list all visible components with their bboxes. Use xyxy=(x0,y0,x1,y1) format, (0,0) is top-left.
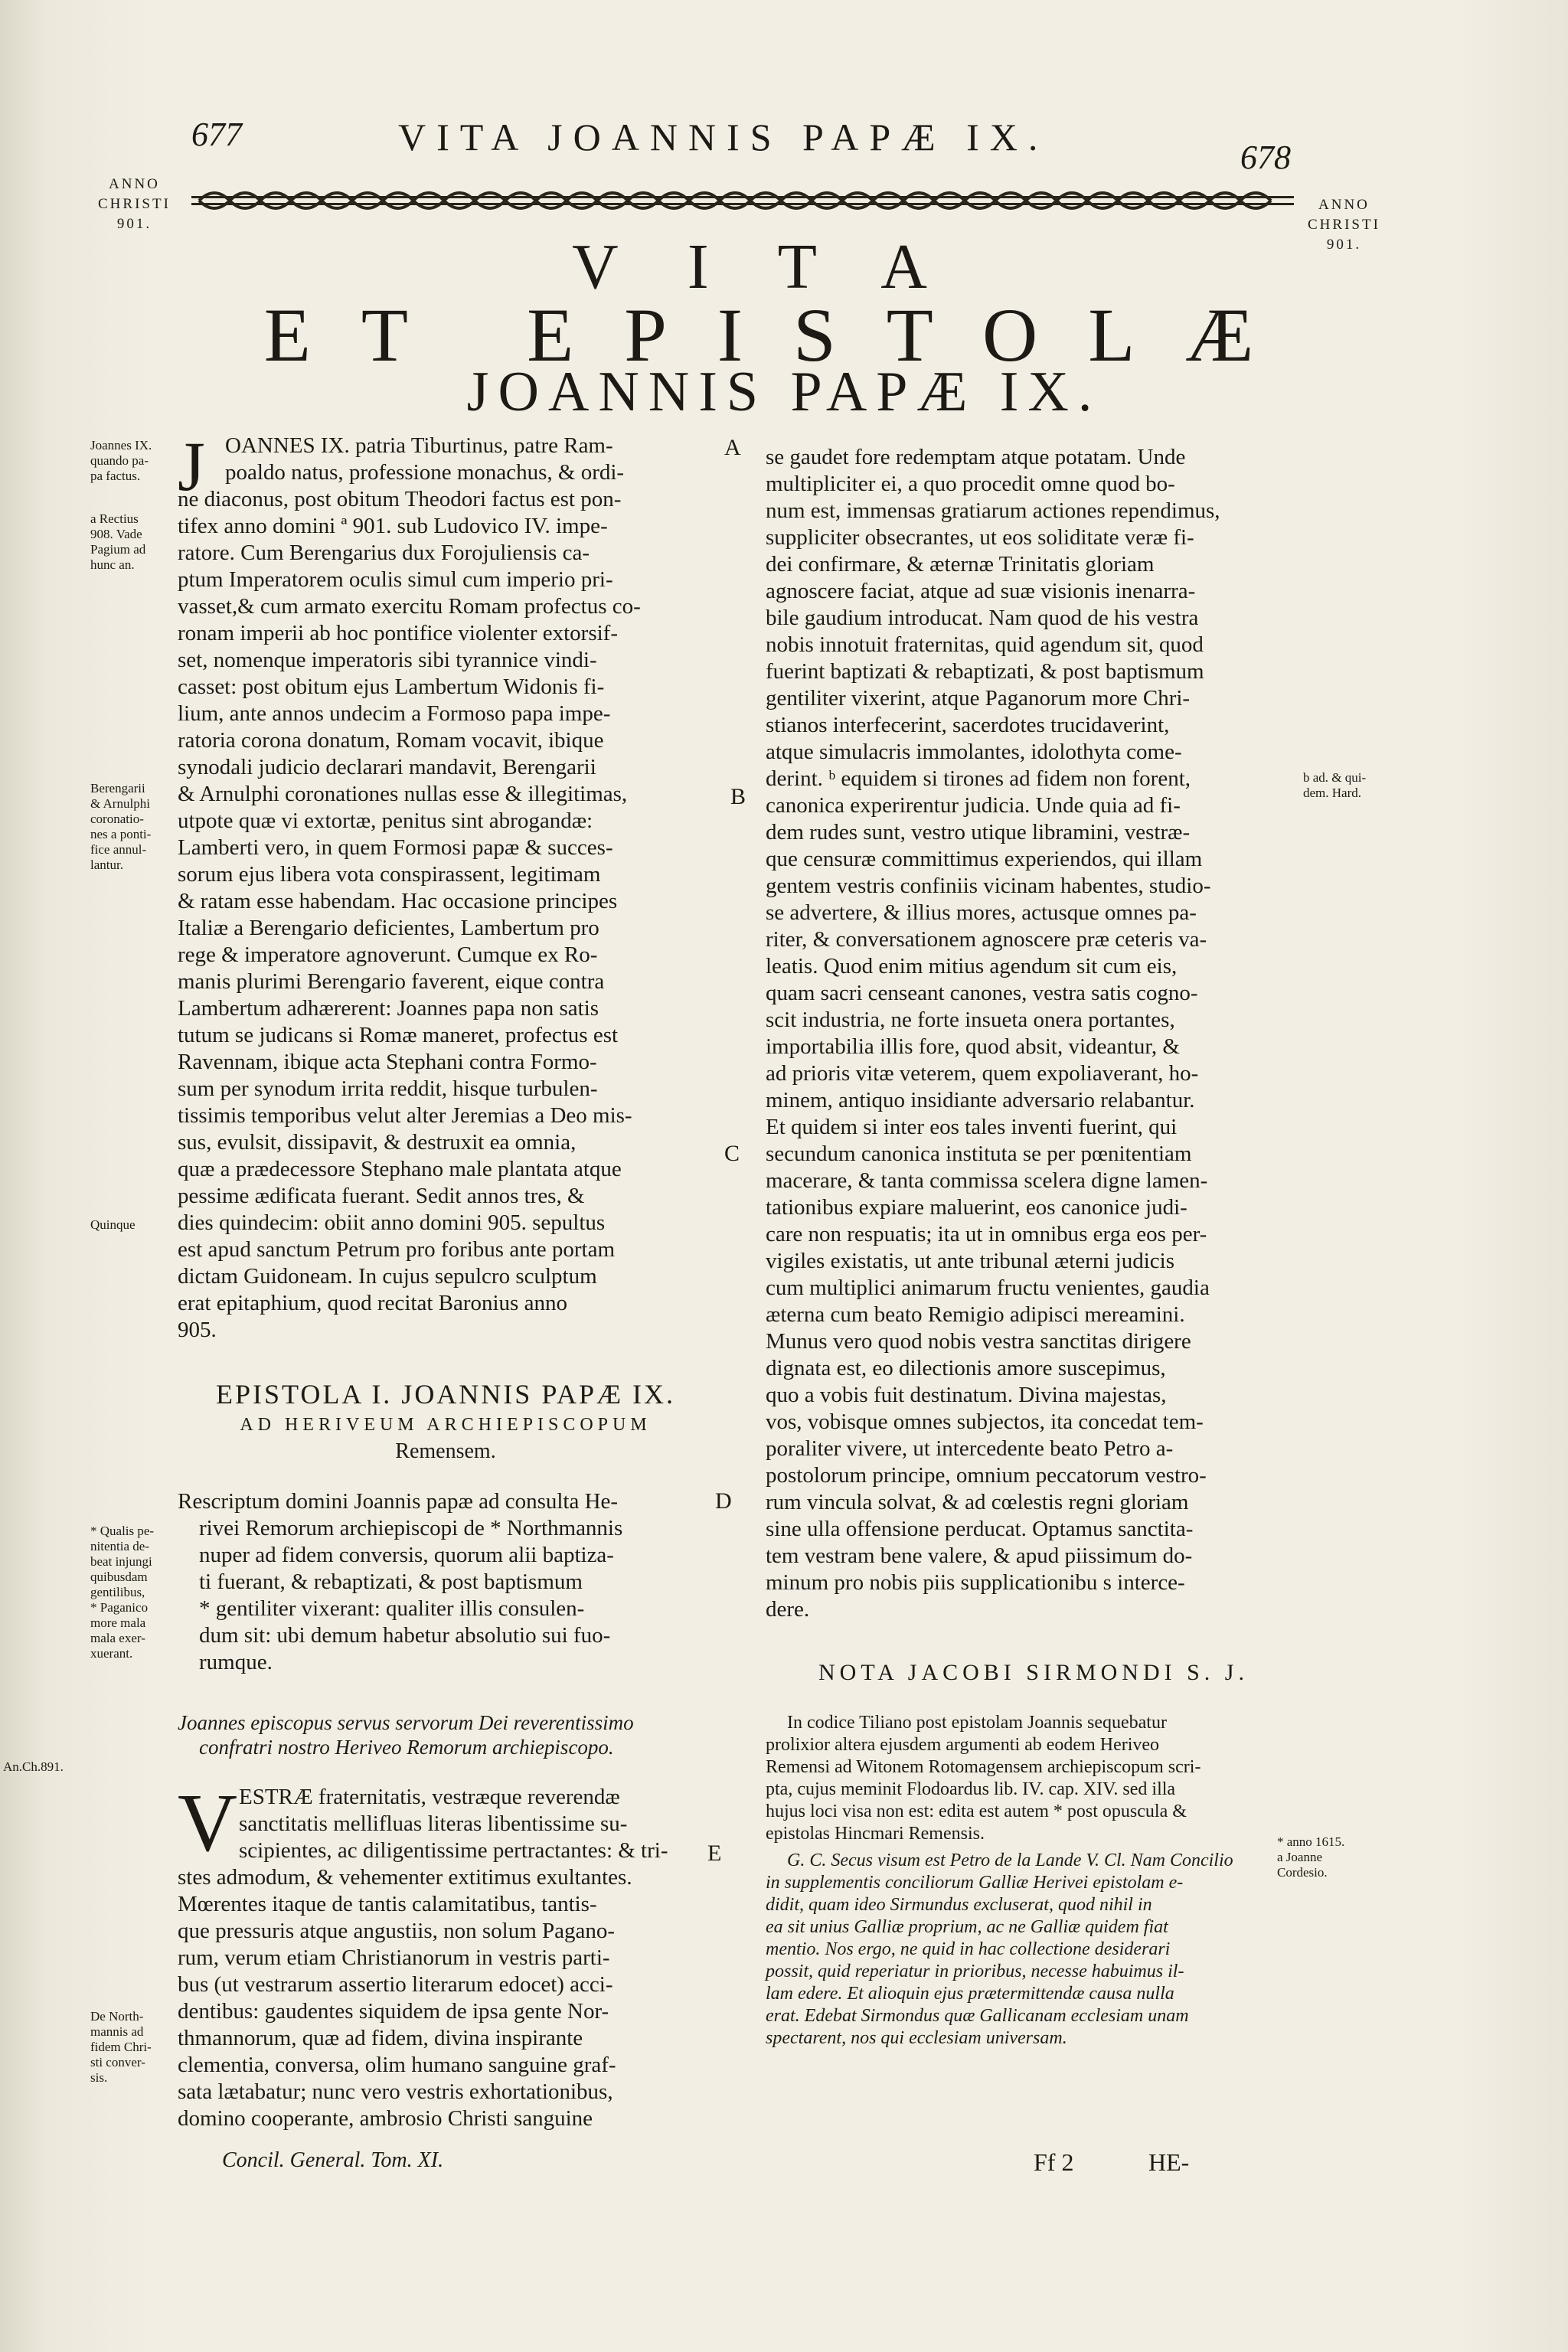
text-line: dere. xyxy=(766,1597,810,1622)
text-line: tifex anno domini ª 901. sub Ludovico IV. impe- xyxy=(178,514,608,538)
text-line: quo a vobis fuit destinatum. Divina majestas, xyxy=(766,1383,1167,1407)
text-line: Munus vero quod nobis vestra sanctitas dirigere xyxy=(766,1329,1191,1354)
text-line: dum sit: ubi demum habetur absolutio sui fuo- xyxy=(199,1623,611,1648)
margin-note xyxy=(90,2009,152,2086)
text-line: confratri nostro Heriveo Remorum archiepiscopo. xyxy=(199,1736,614,1759)
margin-line: mala exer- xyxy=(90,1631,145,1645)
text-line: dem rudes sunt, vestro utique libramini, vestræ- xyxy=(766,820,1191,844)
margin-note xyxy=(1303,770,1366,801)
text-line: sum per synodum irrita reddit, hisque turbulen- xyxy=(178,1076,598,1101)
text-line: sanctitatis mellifluas literas libentissime su- xyxy=(239,1811,628,1836)
text-line: stes admodum, & vehementer extitimus exultantes. xyxy=(178,1865,632,1890)
margin-line: pa factus. xyxy=(90,469,141,483)
text-line: ratoria corona donatum, Romam vocavit, ibique xyxy=(178,728,604,753)
margin-line: quibusdam xyxy=(90,1570,148,1584)
text-line: erat. Edebat Sirmondus quæ Gallicanam ecclesiam unam xyxy=(766,2006,1189,2026)
right-page-number: 678 xyxy=(1240,139,1291,176)
text-line: tationibus expiare maluerint, eos canonice judi- xyxy=(766,1195,1187,1220)
text-line: care non respuatis; ita ut in omnibus erga eos per- xyxy=(766,1222,1207,1246)
text-line: Joannes episcopus servus servorum Dei reverentissimo xyxy=(178,1711,634,1734)
section-letter: C xyxy=(724,1141,740,1166)
text-line: OANNES IX. patria Tiburtinus, patre Ram- xyxy=(225,433,613,458)
title-et-epistolae: ET EPISTOLÆ xyxy=(263,292,1305,377)
salutation xyxy=(178,1710,714,1759)
text-line: lam edere. Et alioquin ejus prætermittendæ causa nulla xyxy=(766,1984,1174,2004)
text-line: stianos interfecerint, sacerdotes trucidaverint, xyxy=(766,713,1170,737)
text-line: Remensi ad Witonem Rotomagensem archiepiscopum scri- xyxy=(766,1757,1201,1777)
text-line: hujus loci visa non est: edita est autem * post opuscula & xyxy=(766,1802,1187,1821)
text-line: clementia, conversa, olim humano sanguine graf- xyxy=(178,2053,616,2077)
text-line: rum vincula solvat, & ad cœlestis regni gloriam xyxy=(766,1490,1189,1514)
text-line: sorum ejus libera vota conspirassent, legitimam xyxy=(178,862,601,887)
text-line: synodali judicio declarari mandavit, Berengarii xyxy=(178,755,596,779)
text-line: æterna cum beato Remigio adipisci mereamini. xyxy=(766,1302,1185,1327)
catchword: HE- xyxy=(1148,2148,1190,2176)
text-line: rumque. xyxy=(199,1650,273,1674)
margin-line: sis. xyxy=(90,2070,108,2085)
text-line: suppliciter obsecrantes, ut eos soliditate veræ fi- xyxy=(766,525,1194,550)
text-line: Italiæ a Berengario deficientes, Lambertum pro xyxy=(178,916,599,940)
text-line: tem vestram bene valere, & apud piissimum do- xyxy=(766,1544,1193,1568)
text-line: Rescriptum domini Joannis papæ ad consulta He- xyxy=(178,1489,619,1514)
anno-word: ANNO xyxy=(1318,197,1370,213)
text-line: domino cooperante, ambrosio Christi sanguine xyxy=(178,2106,593,2131)
margin-note xyxy=(3,1759,64,1775)
margin-line: De North- xyxy=(90,2009,144,2024)
year: 901. xyxy=(1326,237,1362,253)
epistola-addressee: AD HERIVEUM ARCHIEPISCOPUM xyxy=(240,1415,652,1435)
running-title: VITA JOANNIS PAPÆ IX. xyxy=(398,116,1049,158)
section-letter: D xyxy=(715,1488,732,1514)
text-line: dei confirmare, & æternæ Trinitatis gloriam xyxy=(766,552,1155,577)
text-line: spectarent, nos qui ecclesiam universam. xyxy=(766,2028,1067,2048)
year: 901. xyxy=(116,216,152,232)
text-line: scit industria, ne forte insueta onera portantes, xyxy=(766,1008,1175,1032)
text-line: se gaudet fore redemptam atque potatam. Unde xyxy=(766,445,1186,469)
section-letter: B xyxy=(730,784,746,809)
section-letter: A xyxy=(724,435,741,460)
text-line: rege & imperatore agnoverunt. Cumque ex Ro- xyxy=(178,942,598,967)
vita-text-column xyxy=(178,427,714,1344)
text-line: atque simulacris immolantes, idolothyta come- xyxy=(766,740,1182,764)
text-line: agnoscere faciat, atque ad suæ visionis inenarra- xyxy=(766,579,1196,603)
footer-volume: Concil. General. Tom. XI. xyxy=(222,2148,444,2172)
text-line: vos, vobisque omnes subjectos, ita concedat tem- xyxy=(766,1410,1204,1434)
text-line: sus, evulsit, dissipavit, & destruxit ea omnia, xyxy=(178,1130,577,1155)
margin-line: dem. Hard. xyxy=(1303,786,1362,800)
text-line: leatis. Quod enim mitius agendum sit cum eis, xyxy=(766,954,1178,978)
title-vita: VITA xyxy=(572,231,996,302)
text-line: ESTRÆ fraternitatis, vestræque reverendæ xyxy=(239,1785,620,1809)
text-line: poaldo natus, professione monachus, & ordi- xyxy=(225,460,625,485)
text-line: secundum canonica instituta se per pœnitentiam xyxy=(766,1142,1192,1166)
text-line: dictam Guidoneam. In cujus sepulcro sculptum xyxy=(178,1264,597,1289)
margin-line: coronatio- xyxy=(90,812,144,826)
text-line: bus (ut vestrarum assertio literarum edocet) acci- xyxy=(178,1972,613,1997)
text-line: epistolas Hincmari Remensis. xyxy=(766,1824,985,1844)
text-line: Lamberti vero, in quem Formosi papæ & succes- xyxy=(178,835,613,860)
margin-line: Berengarii xyxy=(90,781,145,795)
text-line: Lambertum adhærerent: Joannes papa non satis xyxy=(178,996,599,1021)
text-line: multipliciter ei, a quo procedit omne quod bo- xyxy=(766,472,1175,496)
text-line: rivei Remorum archiepiscopi de * Northmannis xyxy=(199,1516,623,1540)
margin-note xyxy=(1277,1834,1344,1880)
margin-note xyxy=(90,511,145,573)
margin-line: Quinque xyxy=(90,1217,136,1232)
text-line: postolorum principe, omnium peccatorum vestro- xyxy=(766,1463,1207,1488)
margin-line: lantur. xyxy=(90,858,123,872)
nota-text xyxy=(766,1712,1302,1845)
text-line: se advertere, & illius mores, actusque omnes pa- xyxy=(766,900,1197,925)
text-line: que pressuris atque angustiis, non solum Pagano- xyxy=(178,1919,616,1943)
text-line: prolixior altera ejusdem argumenti ab eodem Heriveo xyxy=(766,1735,1160,1755)
nota-heading: NOTA JACOBI SIRMONDI S. J. xyxy=(818,1660,1249,1685)
text-line: macerare, & tanta commissa scelera digne lamen- xyxy=(766,1168,1208,1193)
text-line: bile gaudium introducat. Nam quod de his vestra xyxy=(766,606,1199,630)
text-line: didit, quam ideo Sirmundus excluserat, quod nihil in xyxy=(766,1895,1152,1915)
signature-mark: Ff 2 xyxy=(1034,2148,1074,2176)
margin-line: a Rectius xyxy=(90,511,139,526)
text-line: nuper ad fidem conversis, quorum alii baptiza- xyxy=(199,1543,614,1567)
text-line: possit, quid reperiatur in prioribus, necesse habuimus il- xyxy=(766,1962,1184,1981)
nota-editorial-comment xyxy=(766,1850,1302,2050)
margin-note xyxy=(90,438,152,484)
margin-line: quando pa- xyxy=(90,453,149,468)
margin-line: sti conver- xyxy=(90,2055,145,2069)
text-line: Et quidem si inter eos tales inventi fuerint, qui xyxy=(766,1115,1178,1139)
text-line: poraliter vivere, ut intercedente beato Petro a- xyxy=(766,1436,1174,1461)
rescript-summary xyxy=(178,1488,714,1676)
text-line: manis plurimi Berengario faverent, eique contra xyxy=(178,969,605,994)
text-line: pessime ædificata fuerant. Sedit annos tres, & xyxy=(178,1184,585,1208)
text-line: rum, verum etiam Christianorum in vestris parti- xyxy=(178,1945,610,1970)
margin-line: * Qualis pe- xyxy=(90,1524,155,1538)
margin-line: gentilibus, xyxy=(90,1585,145,1599)
text-line: importabilia illis fore, quod absit, videantur, & xyxy=(766,1034,1180,1059)
text-line: * gentiliter vixerant: qualiter illis consulen- xyxy=(199,1596,585,1621)
text-line: derint. ᵇ equidem si tirones ad fidem non forent, xyxy=(766,766,1191,791)
text-line: ad prioris vitæ veterem, quem expoliaverant, ho- xyxy=(766,1061,1199,1086)
epistola-addressee-city: Remensem. xyxy=(395,1439,496,1463)
text-line: tutum se judicans si Romæ maneret, profectus est xyxy=(178,1023,619,1047)
margin-line: beat injungi xyxy=(90,1554,152,1569)
christi-word: CHRISTI xyxy=(1308,217,1380,233)
text-line: quam sacri censeant canones, vestra satis cogno- xyxy=(766,981,1198,1005)
text-line: mentio. Nos ergo, ne quid in hac collectione desiderari xyxy=(766,1939,1171,1959)
text-line: G. C. Secus visum est Petro de la Lande V. Cl. Nam Concilio xyxy=(787,1851,1233,1870)
left-page-number: 677 xyxy=(191,116,242,153)
anno-christi-left xyxy=(98,175,171,234)
drop-cap: J xyxy=(178,427,205,505)
text-line: ne diaconus, post obitum Theodori factus est pon- xyxy=(178,487,622,511)
text-line: cum multiplici animarum fructu venientes, gaudia xyxy=(766,1276,1210,1300)
text-line: lium, ante annos undecim a Formoso papa impe- xyxy=(178,701,611,726)
text-line: & Arnulphi coronationes nullas esse & illegitimas, xyxy=(178,782,628,806)
text-line: num est, immensas gratiarum actiones rependimus, xyxy=(766,498,1220,523)
margin-line: Pagium ad xyxy=(90,542,146,557)
margin-line: hunc an. xyxy=(90,557,135,572)
text-line: in supplementis conciliorum Galliæ Herivei epistolam e- xyxy=(766,1873,1184,1893)
text-line: ptum Imperatorem oculis simul cum imperio pri- xyxy=(178,567,613,592)
text-line: tissimis temporibus velut alter Jeremias a Deo mis- xyxy=(178,1103,632,1128)
text-line: fuerint baptizati & rebaptizati, & post baptismum xyxy=(766,659,1204,684)
margin-line: An.Ch.891. xyxy=(3,1759,64,1774)
margin-line: Joannes IX. xyxy=(90,438,152,452)
text-line: dies quindecim: obiit anno domini 905. sepultus xyxy=(178,1210,606,1235)
text-line: gentem vestris confiniis vicinam habentes, studio- xyxy=(766,874,1211,898)
text-line: scipientes, ac diligentissime pertractantes: & tri- xyxy=(239,1838,668,1863)
margin-line: more mala xyxy=(90,1615,146,1630)
margin-line: fidem Chri- xyxy=(90,2040,152,2054)
margin-line: nitentia de- xyxy=(90,1539,149,1553)
epistola-heading: EPISTOLA I. JOANNIS PAPÆ IX. xyxy=(215,1379,676,1410)
text-line: que censuræ committimus experiendos, qui illam xyxy=(766,847,1203,871)
margin-line: b ad. & qui- xyxy=(1303,770,1367,785)
margin-line: 908. Vade xyxy=(90,527,142,541)
text-line: nobis innotuit fraternitas, quid agendum sit, quod xyxy=(766,632,1204,657)
text-line: In codice Tiliano post epistolam Joannis sequebatur xyxy=(787,1713,1167,1733)
margin-line: & Arnulphi xyxy=(90,796,150,811)
margin-note xyxy=(90,781,151,873)
margin-note xyxy=(90,1524,154,1661)
text-line: vasset,& cum armato exercitu Romam profectus co- xyxy=(178,594,641,619)
text-line: riter, & conversationem agnoscere præ ceteris va- xyxy=(766,927,1207,952)
text-line: & ratam esse habendam. Hac occasione principes xyxy=(178,889,618,913)
section-letter: E xyxy=(707,1841,722,1866)
drop-cap: V xyxy=(178,1778,237,1869)
text-line: minem, antiquo insidiante adversario relabantur. xyxy=(766,1088,1195,1112)
text-line: ronam imperii ab hoc pontifice violenter extorsif- xyxy=(178,621,618,645)
text-line: erat epitaphium, quod recitat Baronius anno xyxy=(178,1291,567,1315)
margin-note xyxy=(90,1217,136,1233)
text-line: sine ulla offensione perducat. Optamus sanctita- xyxy=(766,1517,1194,1541)
text-line: canonica experirentur judicia. Unde quia ad fi- xyxy=(766,793,1181,818)
text-line: pta, cujus meminit Flodoardus lib. IV. cap. XIV. sed illa xyxy=(766,1779,1176,1799)
christi-word: CHRISTI xyxy=(98,196,171,212)
margin-line: Cordesio. xyxy=(1277,1865,1328,1880)
text-line: thmannorum, quæ ad fidem, divina inspirante xyxy=(178,2026,583,2050)
text-line: gentiliter vixerint, atque Paganorum more Chri- xyxy=(766,686,1191,710)
text-line: dignata est, eo dilectionis amore suscepimus, xyxy=(766,1356,1166,1380)
text-line: sata lætabatur; nunc vero vestris exhortationibus, xyxy=(178,2079,613,2104)
margin-line: xuerant. xyxy=(90,1646,133,1661)
text-line: minum pro nobis piis supplicationibu s interce- xyxy=(766,1570,1185,1595)
margin-line: * anno 1615. xyxy=(1277,1834,1345,1849)
margin-line: nes a ponti- xyxy=(90,827,152,841)
text-line: ti fuerant, & rebaptizati, & post baptismum xyxy=(199,1570,583,1594)
text-line: Mœrentes itaque de tantis calamitatibus, tantis- xyxy=(178,1892,597,1916)
letter-text-column xyxy=(178,1778,714,2132)
margin-line: fice annul- xyxy=(90,842,147,857)
letter-continuation-column xyxy=(766,444,1302,1623)
text-line: Ravennam, ibique acta Stephani contra Formo- xyxy=(178,1050,597,1074)
title-joannis-papae: JOANNIS PAPÆ IX. xyxy=(466,361,1102,423)
text-line: est apud sanctum Petrum pro foribus ante portam xyxy=(178,1237,616,1262)
text-line: vigiles existatis, ut ante tribunal æterni judicis xyxy=(766,1249,1174,1273)
text-line: quæ a prædecessore Stephano male plantata atque xyxy=(178,1157,622,1181)
margin-line: * Paganico xyxy=(90,1600,149,1615)
decorative-ornament-band xyxy=(191,182,1294,219)
margin-line: mannis ad xyxy=(90,2024,144,2039)
text-line: set, nomenque imperatoris sibi tyrannice vindi- xyxy=(178,648,597,672)
text-line: utpote quæ vi extortæ, penitus sint abrogandæ: xyxy=(178,808,593,833)
anno-word: ANNO xyxy=(109,176,160,192)
text-line: ratore. Cum Berengarius dux Forojuliensis ca- xyxy=(178,541,590,565)
margin-line: a Joanne xyxy=(1277,1850,1323,1864)
text-line: casset: post obitum ejus Lambertum Widonis fi- xyxy=(178,675,605,699)
text-line: 905. xyxy=(178,1318,217,1342)
text-line: ea sit unius Galliæ proprium, ac ne Galliæ quidem fiat xyxy=(766,1917,1168,1937)
text-line: dentibus: gaudentes siquidem de ipsa gente Nor- xyxy=(178,1999,609,2024)
